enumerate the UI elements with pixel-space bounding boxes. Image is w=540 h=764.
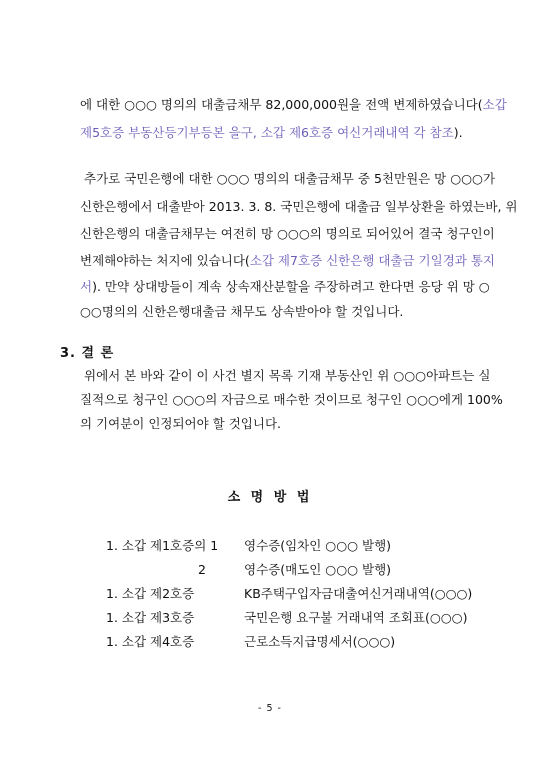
evidence-item-label: 1. 소갑 제3호증 [106,610,195,625]
page-number: - 5 - [258,703,282,714]
para2-line5-reference: 서 [80,279,93,294]
section3-line2: 질적으로 청구인 ○○○의 자금으로 매수한 것이므로 청구인 ○○○에게 100% [80,392,503,407]
section3-line3: 의 기여분이 인정되어야 할 것입니다. [80,416,281,431]
para1-line2-end: ). [453,125,463,140]
evidence-item-description: 영수증(매도인 ○○○ 발행) [244,562,392,577]
para2-line5 [80,279,490,295]
para2-line2: 신한은행에서 대출받아 2013. 3. 8. 국민은행에 대출금 일부상환을 하였는바, 위 [80,199,518,214]
para1-line1-reference: 소갑 [482,97,507,112]
para1-line2 [80,125,480,141]
section3-line1: 위에서 본 바와 같이 이 사건 별지 목록 기재 부동산인 위 ○○○아파트는 실 [84,368,491,383]
evidence-item-subnumber: 2 [198,562,206,577]
para1-line1-text: 에 대한 ○○○ 명의의 대출금채무 82,000,000원을 전액 변제하였습니다( [80,97,483,112]
evidence-item-label: 1. 소갑 제4호증 [106,634,195,649]
evidence-item-description: 국민은행 요구불 거래내역 조회표(○○○) [244,610,468,625]
para2-line6: ○○명의의 신한은행대출금 채무도 상속받아야 할 것입니다. [80,304,404,319]
para1-line2-reference: 제5호증 부동산등기부등본 을구, 소갑 제6호증 여신거래내역 각 참조 [80,125,454,140]
para2-line4-text: 변제해야하는 처지에 있습니다( [80,253,250,268]
para2-line3: 신한은행의 대출금채무는 여전히 망 ○○○의 명의로 되어있어 결국 청구인이 [80,226,495,241]
para2-line5-text: ). 만약 상대방들이 계속 상속재산분할을 주장하려고 한다면 응당 위 망 ○ [92,279,490,294]
evidence-item-description: KB주택구입자금대출여신거래내역(○○○) [244,586,473,601]
para2-line4 [80,253,495,269]
evidence-item-label: 1. 소갑 제2호증 [106,586,195,601]
section3-heading: 3. 결 론 [60,346,115,361]
para2-line4-reference: 소갑 제7호증 신한은행 대출금 기일경과 통지 [249,253,495,268]
evidence-title: 소 명 방 법 [227,490,313,505]
para1-line1 [80,97,507,113]
evidence-item-description: 영수증(임차인 ○○○ 발행) [244,538,392,553]
evidence-item-description: 근로소득지급명세서(○○○) [244,634,396,649]
evidence-item-label: 1. 소갑 제1호증의 1 [106,538,219,553]
para2-line1: 추가로 국민은행에 대한 ○○○ 명의의 대출금채무 중 5천만원은 망 ○○○가 [84,171,496,186]
